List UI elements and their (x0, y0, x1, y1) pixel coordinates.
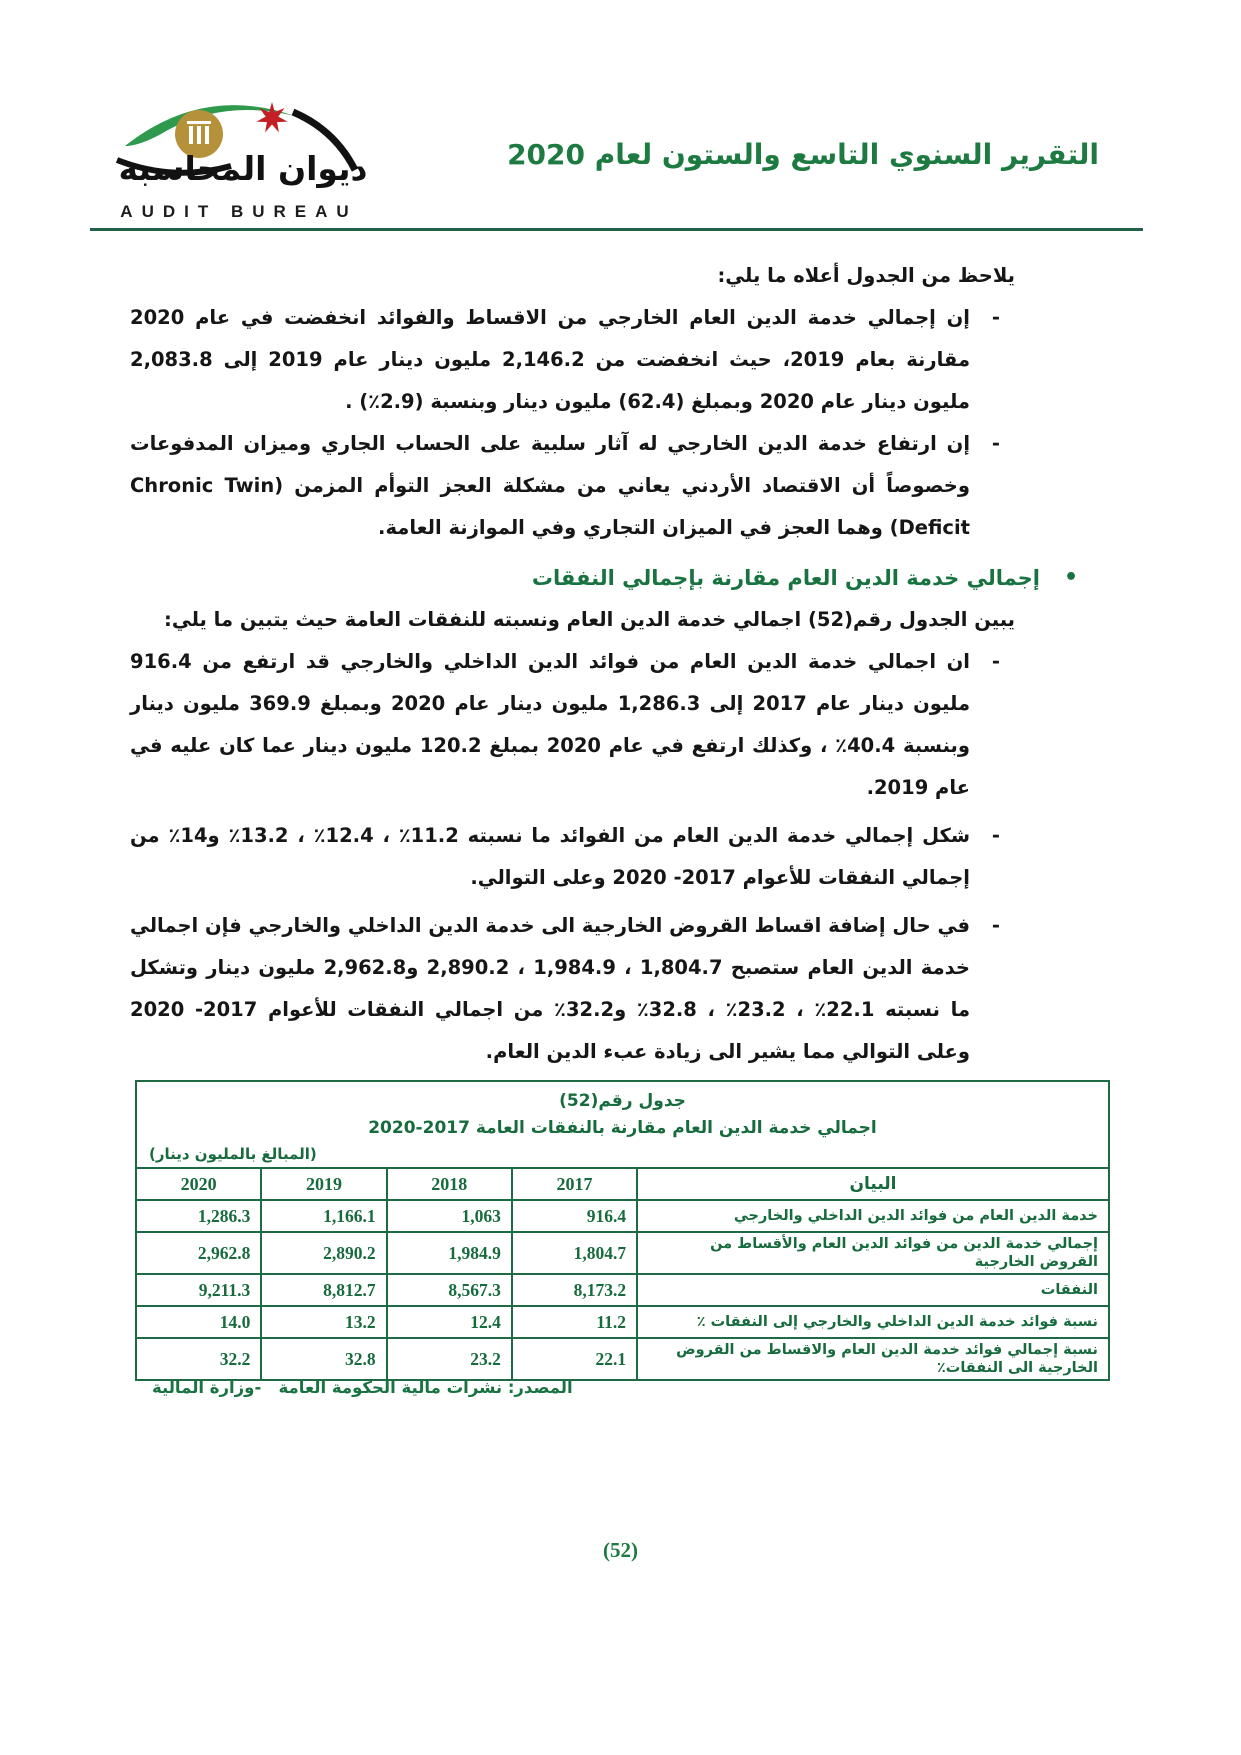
table-row (137, 1306, 1108, 1338)
row-label: نسبة إجمالي فوائد خدمة الدين العام والاقساط من القروض الخارجية الى النفقات٪ (637, 1338, 1108, 1379)
section-bullet-item (130, 815, 1000, 899)
cell-value: 8,567.3 (387, 1274, 512, 1306)
cell-value: 14.0 (137, 1306, 261, 1338)
cell-value: 1,984.9 (387, 1232, 512, 1274)
cell-value: 9,211.3 (137, 1274, 261, 1306)
table-52 (135, 1080, 1110, 1381)
row-label: النفقات (637, 1274, 1108, 1306)
table-row (137, 1274, 1108, 1306)
body-text-column (130, 255, 1143, 1073)
observation-item (130, 297, 1000, 423)
column-header-2018: 2018 (387, 1168, 512, 1200)
cell-value: 2,962.8 (137, 1232, 261, 1274)
page-number: (52) (603, 1538, 638, 1562)
column-header-2017: 2017 (512, 1168, 637, 1200)
dash-bullet-marker: - (991, 650, 1000, 673)
dash-bullet-marker: - (991, 432, 1000, 455)
row-label: نسبة فوائد خدمة الدين الداخلي والخارجي إلى النفقات ٪ (637, 1306, 1108, 1338)
table-source-note: المصدر: نشرات مالية الحكومة العامة -وزارة المالية (152, 1378, 573, 1397)
cell-value: 1,286.3 (137, 1200, 261, 1232)
row-label: خدمة الدين العام من فوائد الدين الداخلي والخارجي (637, 1200, 1108, 1232)
dash-bullet-marker: - (991, 914, 1000, 937)
cell-value: 8,173.2 (512, 1274, 637, 1306)
section-bullet-text: في حال إضافة اقساط القروض الخارجية الى خدمة الدين الداخلي والخارجي فإن اجمالي خدمة الدين العام ستصبح 1,804.7 ، 1,984.9 ، 2,890.2 و2,962.8 مليون دينار وتشكل ما نسبته 22.1٪ ، 23.2٪ ، 32.8٪ و32.2٪ من اجمالي النفقات للأعوام 2017- 2020 وعلى التوالي مما يشير الى زيادة عبء الدين العام. (130, 914, 971, 1063)
observation-text: إن إجمالي خدمة الدين العام الخارجي من الاقساط والفوائد انخفضت في عام 2020 مقارنة بعام 2019، حيث انخفضت من 2,146.2 مليون دينار عام 2019 إلى 2,083.8 مليون دينار عام 2020 وبمبلغ (62.4) مليون دينار وبنسبة (2.9٪) . (130, 306, 971, 413)
table-row (137, 1232, 1108, 1274)
section-heading-text: إجمالي خدمة الدين العام مقارنة بإجمالي النفقات (531, 566, 1040, 590)
cell-value: 8,812.7 (261, 1274, 386, 1306)
cell-value: 12.4 (387, 1306, 512, 1338)
dash-bullet-marker: - (991, 306, 1000, 329)
observation-text: إن ارتفاع خدمة الدين الخارجي له آثار سلبية على الحساب الجاري وميزان المدفوعات وخصوصاً أن الاقتصاد الأردني يعاني من مشكلة العجز التوأم المزمن (Chronic Twin Deficit) وهما العجز في الميزان التجاري وفي الموازنة العامة. (130, 432, 970, 539)
section-bullet-item (130, 641, 1000, 809)
dash-bullet-marker: - (991, 824, 1000, 847)
cell-value: 13.2 (261, 1306, 386, 1338)
table-header-row (137, 1168, 1108, 1200)
column-header-2020: 2020 (137, 1168, 261, 1200)
header-divider-rule (90, 228, 1143, 231)
cell-value: 22.1 (512, 1338, 637, 1379)
table-grid (137, 1167, 1108, 1379)
report-title: التقرير السنوي التاسع والستون لعام 2020 (507, 138, 1099, 171)
row-label: إجمالي خدمة الدين من فوائد الدين العام والأقساط من القروض الخارجية (637, 1232, 1108, 1274)
section-intro-text: يبين الجدول رقم(52) اجمالي خدمة الدين العام ونسبته للنفقات العامة حيث يتبين ما يلي: (164, 608, 1015, 631)
section-bullet-item (130, 905, 1000, 1073)
cell-value: 2,890.2 (261, 1232, 386, 1274)
cell-value: 1,166.1 (261, 1200, 386, 1232)
section-bullet-text: شكل إجمالي خدمة الدين العام من الفوائد ما نسبته 11.2٪ ، 12.4٪ ، 13.2٪ و14٪ من إجمالي النفقات للأعوام 2017- 2020 وعلى التوالي. (130, 824, 971, 889)
audit-bureau-emblem-icon (103, 82, 375, 200)
cell-value: 23.2 (387, 1338, 512, 1379)
audit-bureau-logo (103, 82, 375, 222)
table-subtitle: اجمالي خدمة الدين العام مقارنة بالنفقات العامة 2017-2020 (368, 1118, 877, 1138)
table-unit-note: (المبالغ بالمليون دينار) (149, 1145, 317, 1163)
section-bullet-text: ان اجمالي خدمة الدين العام من فوائد الدين الداخلي والخارجي قد ارتفع من 916.4 مليون دينار عام 2017 إلى 1,286.3 مليون دينار عام 2020 وبمبلغ 369.9 مليون دينار وبنسبة 40.4٪ ، وكذلك ارتفع في عام 2020 بمبلغ 120.2 مليون دينار عما كان عليه في عام 2019. (130, 650, 971, 799)
observations-heading: يلاحظ من الجدول أعلاه ما يلي: (717, 264, 1015, 287)
table-row (137, 1338, 1108, 1379)
cell-value: 916.4 (512, 1200, 637, 1232)
logo-english-wordmark: AUDIT BUREAU (120, 202, 358, 221)
observation-item (130, 423, 1000, 549)
cell-value: 11.2 (512, 1306, 637, 1338)
cell-value: 1,804.7 (512, 1232, 637, 1274)
column-header-statement: البيان (637, 1168, 1108, 1200)
section-heading (130, 557, 1078, 599)
cell-value: 32.2 (137, 1338, 261, 1379)
cell-value: 1,063 (387, 1200, 512, 1232)
cell-value: 32.8 (261, 1338, 386, 1379)
column-header-2019: 2019 (261, 1168, 386, 1200)
green-bullet-icon: • (1063, 565, 1078, 590)
table-title: جدول رقم(52) (559, 1091, 686, 1111)
table-row (137, 1200, 1108, 1232)
logo-arabic-wordmark: ديوان المحاسبة (118, 149, 368, 188)
red-star-icon (256, 102, 287, 132)
